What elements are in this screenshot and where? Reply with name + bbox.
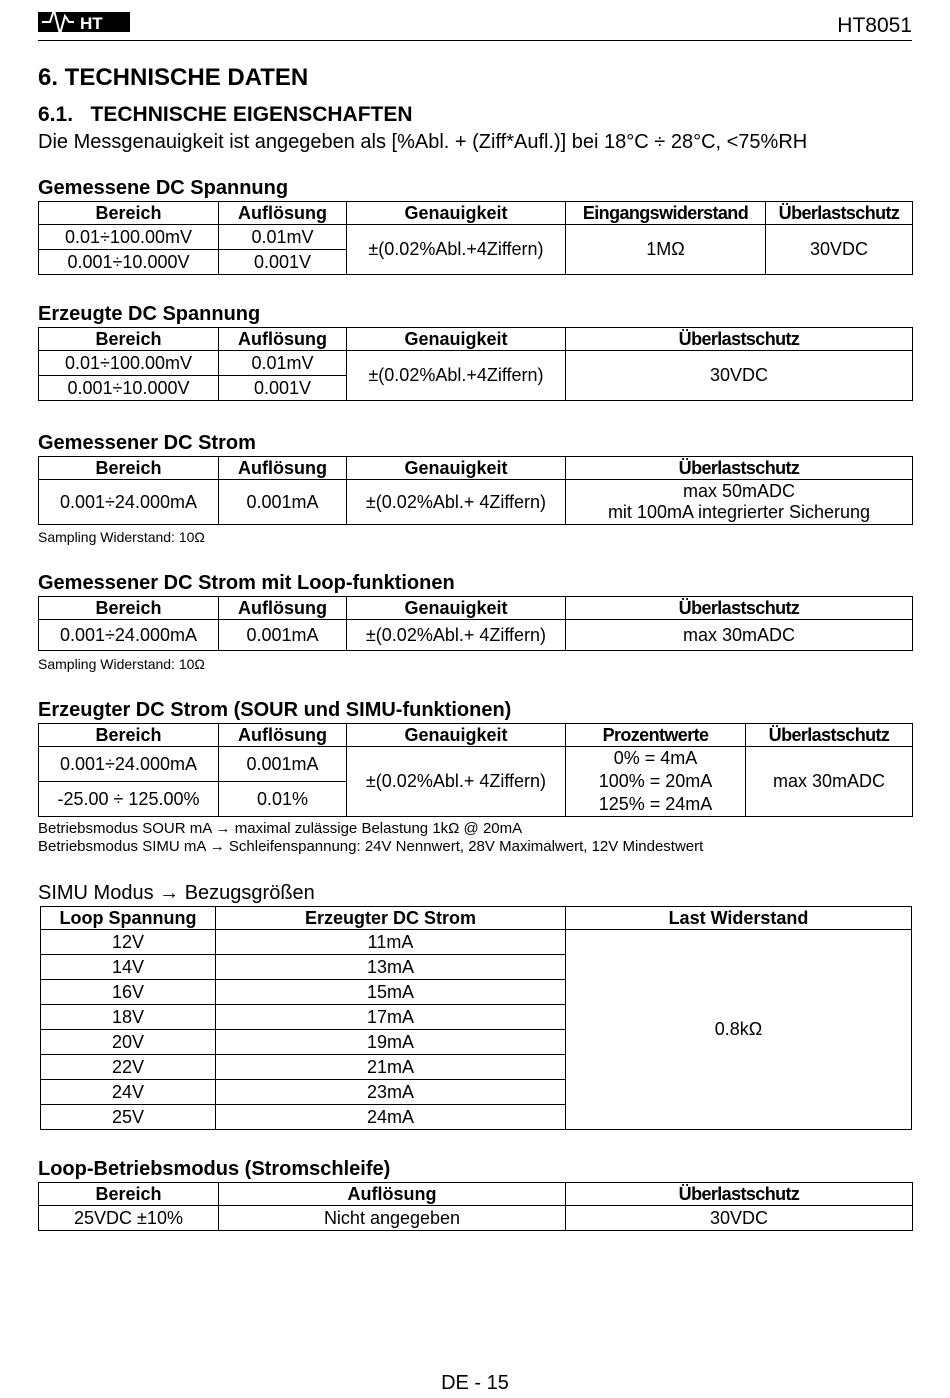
dc-current-cell: 11mA — [216, 930, 566, 955]
loop-voltage-cell: 18V — [41, 1005, 216, 1030]
resolution-cell: 0.01mV — [219, 225, 347, 250]
accuracy-cell: ±(0.02%Abl.+4Ziffern) — [347, 225, 566, 275]
resolution-cell: 0.001mA — [219, 747, 347, 782]
table-header-row — [39, 724, 913, 747]
header-cell: Bereich — [39, 1183, 219, 1206]
resolution-cell: 0.001mA — [219, 620, 347, 651]
resolution-cell: 0.01% — [219, 782, 347, 817]
header-cell: Überlastschutz — [566, 457, 913, 480]
table6-title: SIMU Modus → Bezugsgrößen — [38, 882, 315, 904]
percent-value: 100% = 20mA — [598, 771, 713, 791]
header-cell: Genauigkeit — [347, 202, 566, 225]
header-cell: Last Widerstand — [566, 907, 912, 930]
range-cell: 0.001÷24.000mA — [39, 620, 219, 651]
table-row — [39, 225, 913, 250]
table-header-row — [39, 597, 913, 620]
dc-current-cell: 23mA — [216, 1080, 566, 1105]
simu-reference-table — [40, 906, 912, 1130]
header-cell: Genauigkeit — [347, 724, 566, 747]
resolution-cell: 0.01mV — [219, 351, 347, 376]
header-cell: Prozentwerte — [566, 724, 746, 747]
table1-title: Gemessene DC Spannung — [38, 177, 289, 199]
table-row — [39, 480, 913, 525]
logo-text: HT — [80, 14, 103, 33]
loop-voltage-cell: 25V — [41, 1105, 216, 1130]
page-number: DE - 15 — [441, 1372, 509, 1394]
range-cell: 0.001÷10.000V — [39, 376, 219, 401]
accuracy-cell: ±(0.02%Abl.+ 4Ziffern) — [347, 480, 566, 525]
dc-current-cell: 21mA — [216, 1055, 566, 1080]
loop-voltage-cell: 12V — [41, 930, 216, 955]
range-cell: 0.001÷24.000mA — [39, 480, 219, 525]
header-cell: Genauigkeit — [347, 597, 566, 620]
header-cell: Überlastschutz — [566, 328, 913, 351]
dc-current-cell: 13mA — [216, 955, 566, 980]
table-row — [39, 747, 913, 782]
header-cell: Bereich — [39, 457, 219, 480]
protection-cell — [566, 480, 913, 525]
percent-cell — [566, 747, 746, 817]
loop-voltage-cell: 24V — [41, 1080, 216, 1105]
protection-cell: max 30mADC — [566, 620, 913, 651]
measured-dc-voltage-table — [38, 201, 913, 275]
table-row — [41, 930, 912, 955]
header-cell: Überlastschutz — [566, 597, 913, 620]
table3-title: Gemessener DC Strom — [38, 432, 256, 454]
table-row — [39, 351, 913, 376]
accuracy-cell: ±(0.02%Abl.+4Ziffern) — [347, 351, 566, 401]
header-cell: Bereich — [39, 328, 219, 351]
resolution-cell: Nicht angegeben — [219, 1206, 566, 1231]
loop-voltage-cell: 20V — [41, 1030, 216, 1055]
loop-voltage-cell: 16V — [41, 980, 216, 1005]
loop-mode-table — [38, 1182, 913, 1231]
loop-voltage-cell: 14V — [41, 955, 216, 980]
protection-cell: 30VDC — [566, 351, 913, 401]
resolution-cell: 0.001mA — [219, 480, 347, 525]
protection-line: mit 100mA integrierter Sicherung — [607, 502, 871, 522]
header-cell: Auflösung — [219, 1183, 566, 1206]
table7-title: Loop-Betriebsmodus (Stromschleife) — [38, 1158, 391, 1180]
header-cell: Genauigkeit — [347, 328, 566, 351]
table4-title: Gemessener DC Strom mit Loop-funktionen — [38, 572, 455, 594]
simu-mode-note: Betriebsmodus SIMU mA → Schleifenspannung: 24V Nennwert, 28V Maximalwert, 12V Mindestwert — [38, 838, 704, 855]
table-header-row — [39, 202, 913, 225]
dc-current-cell: 17mA — [216, 1005, 566, 1030]
table5-title: Erzeugter DC Strom (SOUR und SIMU-funktionen) — [38, 699, 512, 721]
header-cell: Überlastschutz — [746, 724, 913, 747]
header-cell: Bereich — [39, 597, 219, 620]
range-cell: 0.01÷100.00mV — [39, 351, 219, 376]
header-cell: Überlastschutz — [766, 202, 913, 225]
header-cell: Loop Spannung — [41, 907, 216, 930]
header-cell: Genauigkeit — [347, 457, 566, 480]
table-header-row — [39, 1183, 913, 1206]
header-cell: Auflösung — [219, 597, 347, 620]
header-cell: Überlastschutz — [566, 1183, 913, 1206]
intro-text: Die Messgenauigkeit ist angegeben als [%Abl. + (Ziff*Aufl.)] bei 18°C ÷ 28°C, <75%RH — [38, 131, 808, 153]
range-cell: 25VDC ±10% — [39, 1206, 219, 1231]
protection-cell: 30VDC — [766, 225, 913, 275]
percent-value: 0% = 4mA — [613, 748, 698, 768]
measured-dc-current-loop-table — [38, 596, 913, 651]
resolution-cell: 0.001V — [219, 250, 347, 275]
sampling-note: Sampling Widerstand: 10Ω — [38, 529, 205, 545]
accuracy-cell: ±(0.02%Abl.+ 4Ziffern) — [347, 747, 566, 817]
range-cell: -25.00 ÷ 125.00% — [39, 782, 219, 817]
header-divider — [38, 40, 912, 41]
header-cell: Bereich — [39, 202, 219, 225]
measured-dc-current-table — [38, 456, 913, 525]
header-cell: Bereich — [39, 724, 219, 747]
table-row — [39, 620, 913, 651]
sampling-note: Sampling Widerstand: 10Ω — [38, 656, 205, 672]
sour-mode-note: Betriebsmodus SOUR mA → maximal zulässige Belastung 1kΩ @ 20mA — [38, 820, 523, 837]
model-name: HT8051 — [837, 14, 912, 37]
dc-current-cell: 19mA — [216, 1030, 566, 1055]
generated-dc-voltage-table — [38, 327, 913, 401]
header-cell: Auflösung — [219, 724, 347, 747]
input-resistance-cell: 1MΩ — [566, 225, 766, 275]
protection-cell: 30VDC — [566, 1206, 913, 1231]
load-resistance-cell: 0.8kΩ — [566, 930, 912, 1130]
generated-dc-current-table — [38, 723, 913, 817]
header-cell: Auflösung — [219, 457, 347, 480]
dc-current-cell: 24mA — [216, 1105, 566, 1130]
header-cell: Eingangswiderstand — [566, 202, 766, 225]
header-cell: Erzeugter DC Strom — [216, 907, 566, 930]
percent-value: 125% = 24mA — [598, 794, 713, 814]
header-cell: Auflösung — [219, 328, 347, 351]
resolution-cell: 0.001V — [219, 376, 347, 401]
range-cell: 0.001÷24.000mA — [39, 747, 219, 782]
accuracy-cell: ±(0.02%Abl.+ 4Ziffern) — [347, 620, 566, 651]
table-header-row — [39, 328, 913, 351]
range-cell: 0.01÷100.00mV — [39, 225, 219, 250]
ht-logo — [38, 4, 130, 36]
table-row — [39, 1206, 913, 1231]
protection-line: max 50mADC — [682, 481, 796, 501]
loop-voltage-cell: 22V — [41, 1055, 216, 1080]
header-cell: Auflösung — [219, 202, 347, 225]
dc-current-cell: 15mA — [216, 980, 566, 1005]
table2-title: Erzeugte DC Spannung — [38, 303, 261, 325]
section-title: 6.1. TECHNISCHE EIGENSCHAFTEN — [38, 103, 413, 126]
chapter-title: 6. TECHNISCHE DATEN — [38, 64, 309, 91]
table-header-row — [41, 907, 912, 930]
protection-cell: max 30mADC — [746, 747, 913, 817]
range-cell: 0.001÷10.000V — [39, 250, 219, 275]
table-header-row — [39, 457, 913, 480]
